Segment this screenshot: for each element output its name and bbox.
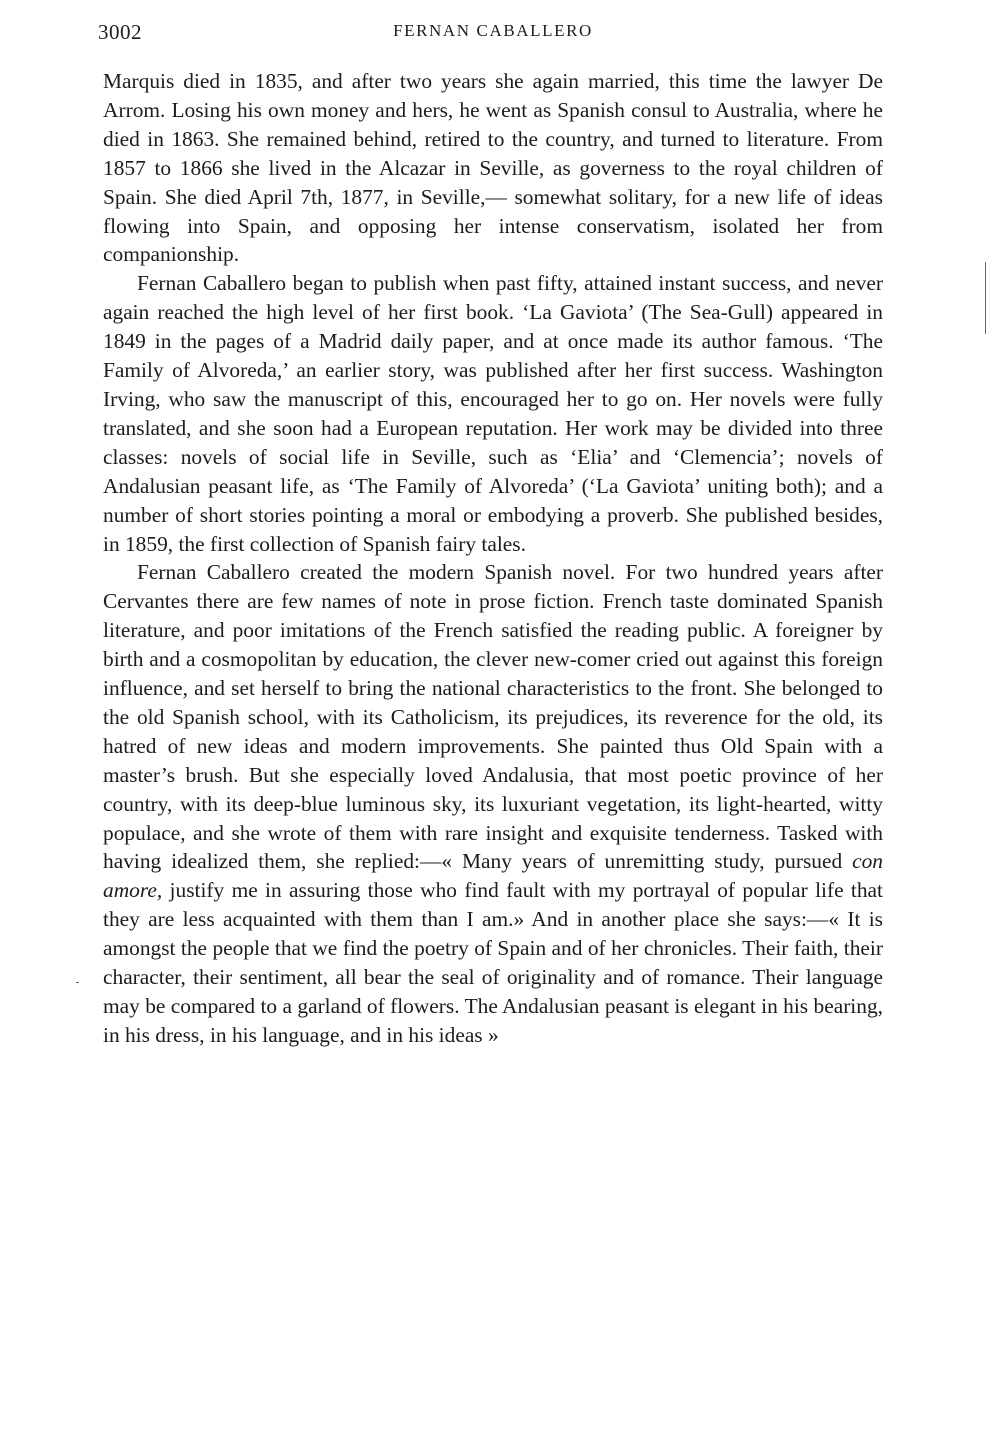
page-number: 3002 bbox=[98, 20, 142, 44]
paragraph-3-text-b: justify me in assuring those who find fault with my portrayal of popular life that they are less acquainted with them than I am.» And in another place she says:—« It is amongst the people that we find the poetry of Spain and of her chronicles. Their faith, their character, their sentiment, all bear the seal of originality and of romance. Their language may be compared to a garland of flowers. The Andalusian peasant is elegant in his bearing, in his dress, in his language, and in his ideas » bbox=[103, 878, 883, 1047]
body-text bbox=[103, 67, 883, 1050]
margin-scan-mark bbox=[985, 262, 986, 334]
paragraph-3 bbox=[103, 558, 883, 1049]
paragraph-1: Marquis died in 1835, and after two years she again married, this time the lawyer De Arrom. Losing his own money and hers, he went as Spanish consul to Australia, where he died in 1863. She remained behind, retired to the country, and turned to literature. From 1857 to 1866 she lived in the Alcazar in Seville, as governess to the royal children of Spain. She died April 7th, 1877, in Seville,— somewhat solitary, for a new life of ideas flowing into Spain, and opposing her intense conservatism, isolated her from companionship. bbox=[103, 69, 883, 267]
page-header bbox=[98, 20, 888, 50]
paragraph-2: Fernan Caballero began to publish when past fifty, attained instant success, and never again reached the high level of her first book. ‘La Gaviota’ (The Sea-Gull) appeared in 1849 in the pages of a Madrid daily paper, and at once made its author famous. ‘The Family of Alvoreda,’ an earlier story, was published after her first success. Washington Irving, who saw the manuscript of this, encouraged her to go on. Her novels were fully translated, and she soon had a European reputation. Her work may be divided into three classes: novels of social life in Seville, such as ‘Elia’ and ‘Clemencia’; novels of Andalusian peasant life, as ‘The Family of Alvoreda’ (‘La Gaviota’ uniting both); and a number of short stories pointing a moral or embodying a proverb. She published besides, in 1859, the first collection of Spanish fairy tales. bbox=[103, 271, 883, 556]
running-title: FERNAN CABALLERO bbox=[393, 21, 593, 40]
italic-phrase: con amore, bbox=[103, 849, 883, 903]
paragraph-3-text-a: Fernan Caballero created the modern Spanish novel. For two hundred years after Cervantes there are few names of note in prose fiction. French taste dominated Spanish literature, and poor imitations of the French satisfied the reading public. A foreigner by birth and a cosmopolitan by education, the clever new-comer cried out against this foreign influence, and set herself to bring the national characteristics to the front. She belonged to the old Spanish school, with its Catholicism, its prejudices, its reverence for the old, its hatred of new ideas and modern improvements. She painted thus Old Spain with a master’s brush. But she especially loved Andalusia, that most poetic province of her country, with its deep-blue luminous sky, its luxuriant vegetation, its light-hearted, witty populace, and she wrote of them with rare insight and exquisite tenderness. Tasked with having idealized them, she replied:—« Many years of unremitting study, pursued bbox=[103, 560, 883, 874]
margin-speck bbox=[76, 982, 79, 983]
